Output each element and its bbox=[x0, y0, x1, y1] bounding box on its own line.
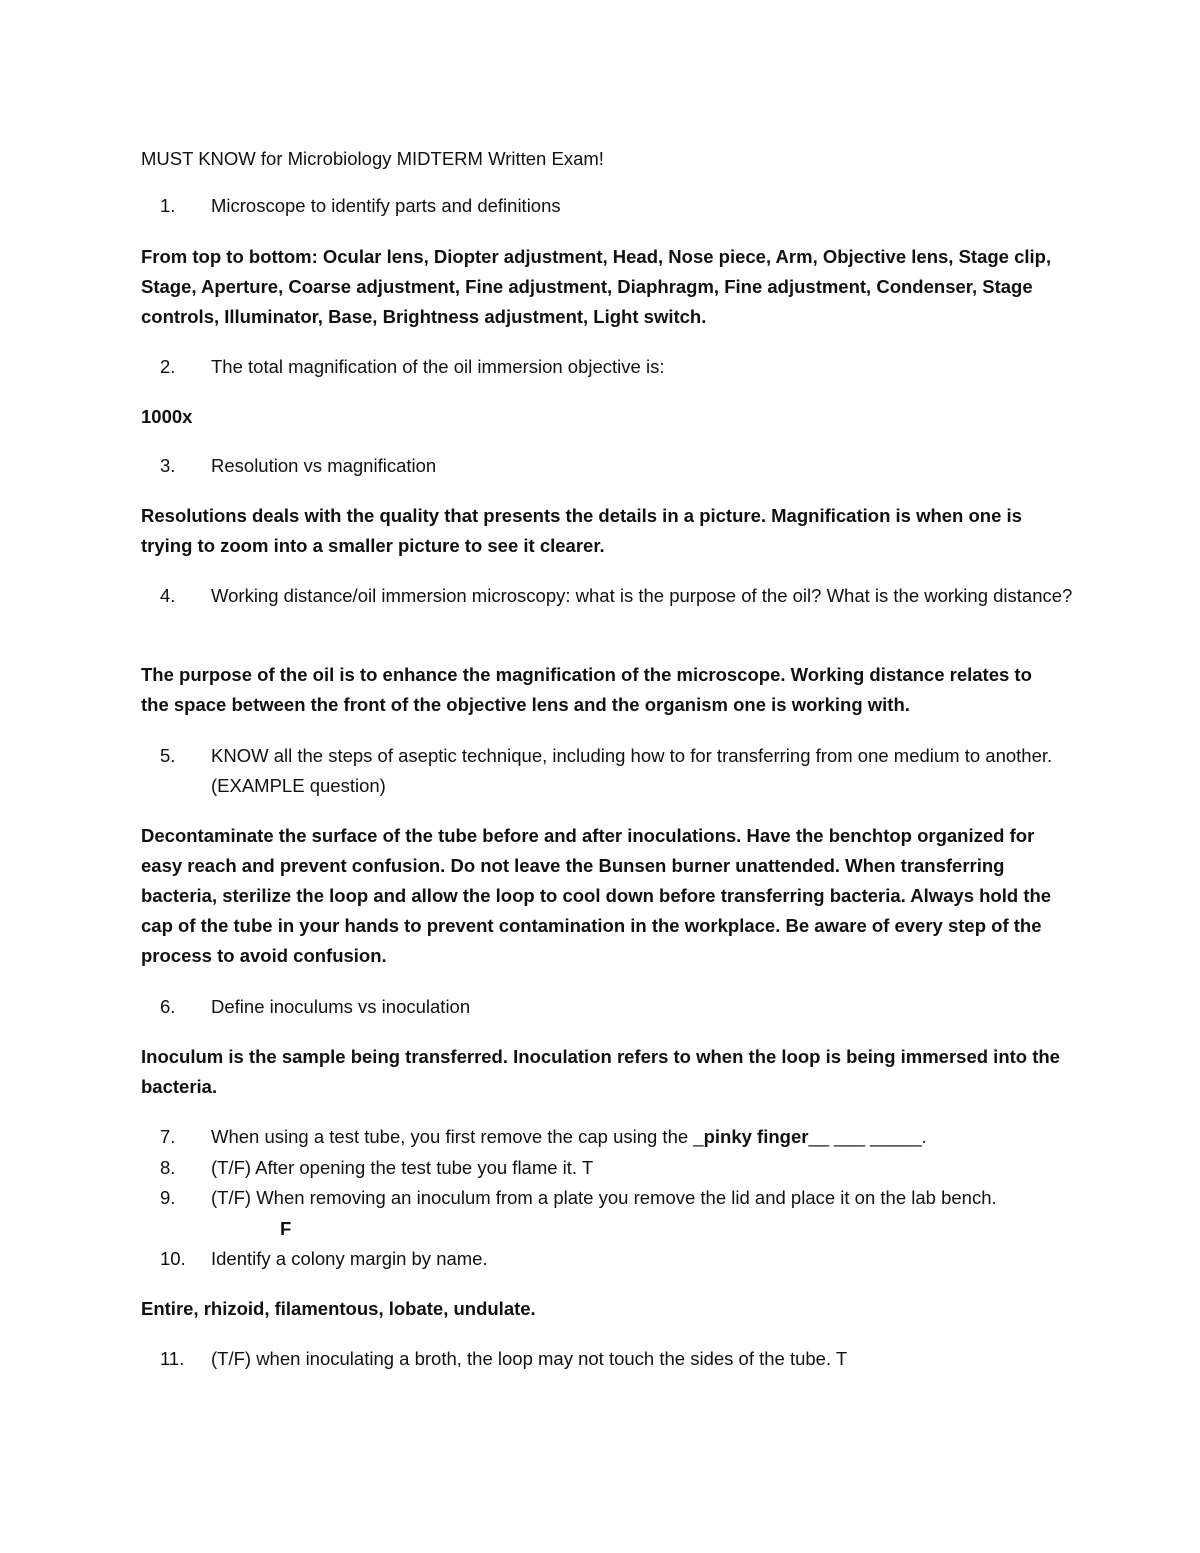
question-number: 3. bbox=[160, 455, 176, 476]
question-text: The total magnification of the oil immersion objective is: bbox=[211, 356, 665, 377]
question-10 bbox=[160, 1244, 1080, 1274]
question-text-after: __ ___ _____. bbox=[808, 1126, 927, 1147]
answer-7-inline: pinky finger bbox=[703, 1126, 809, 1147]
question-text: Resolution vs magnification bbox=[211, 455, 437, 476]
question-text: Define inoculums vs inoculation bbox=[211, 996, 471, 1017]
question-9 bbox=[160, 1183, 1080, 1213]
question-number: 4. bbox=[160, 585, 176, 606]
question-text: (T/F) When removing an inoculum from a plate you remove the lid and place it on the lab bench. bbox=[211, 1187, 997, 1208]
question-6 bbox=[160, 992, 1080, 1022]
question-text: Microscope to identify parts and definitions bbox=[211, 195, 561, 216]
question-3 bbox=[160, 451, 1080, 481]
question-number: 5. bbox=[160, 745, 176, 766]
question-number: 7. bbox=[160, 1126, 176, 1147]
answer-2: 1000x bbox=[141, 406, 193, 427]
question-text: Identify a colony margin by name. bbox=[211, 1248, 488, 1269]
question-7 bbox=[160, 1122, 1080, 1152]
answer-10: Entire, rhizoid, filamentous, lobate, undulate. bbox=[141, 1298, 536, 1319]
question-text: Working distance/oil immersion microscopy: what is the purpose of the oil? What is the working distance? bbox=[211, 585, 1073, 606]
question-number: 10. bbox=[160, 1248, 186, 1269]
question-4 bbox=[160, 581, 1080, 611]
question-text: (T/F) when inoculating a broth, the loop may not touch the sides of the tube. T bbox=[211, 1348, 848, 1369]
question-8 bbox=[160, 1153, 1080, 1183]
question-number: 2. bbox=[160, 356, 176, 377]
answer-4: The purpose of the oil is to enhance the magnification of the microscope. Working distance relates to the space between the front of the objective lens and the organism one is working with. bbox=[141, 664, 1032, 715]
answer-1: From top to bottom: Ocular lens, Diopter adjustment, Head, Nose piece, Arm, Objective lens, Stage clip, Stage, Aperture, Coarse adjustment, Fine adjustment, Diaphragm, Fine adjustment, Condenser, Stage controls, Illuminator, Base, Brightness adjustment, Light switch. bbox=[141, 246, 1052, 327]
document-title: MUST KNOW for Microbiology MIDTERM Written Exam! bbox=[141, 148, 604, 169]
question-text: (T/F) After opening the test tube you flame it. T bbox=[211, 1157, 594, 1178]
question-text-before: When using a test tube, you first remove the cap using the _ bbox=[211, 1126, 704, 1147]
question-1 bbox=[160, 191, 1080, 221]
question-text: KNOW all the steps of aseptic technique, including how to for transferring from one medium to another. (EXAMPLE question) bbox=[211, 745, 1053, 796]
question-number: 9. bbox=[160, 1187, 176, 1208]
question-number: 11. bbox=[160, 1348, 185, 1369]
question-number: 6. bbox=[160, 996, 176, 1017]
answer-5: Decontaminate the surface of the tube before and after inoculations. Have the benchtop organized for easy reach and prevent confusion. Do not leave the Bunsen burner unattended. When transferring bacteria, sterilize the loop and allow the loop to cool down before transferring bacteria. Always hold the cap of the tube in your hands to prevent contamination in the workplace. Be aware of every step of the process to avoid confusion. bbox=[141, 825, 1052, 966]
question-11 bbox=[160, 1344, 1080, 1374]
question-2 bbox=[160, 352, 1080, 382]
answer-6: Inoculum is the sample being transferred. Inoculation refers to when the loop is being immersed into the bacteria. bbox=[141, 1046, 1060, 1097]
question-5 bbox=[160, 741, 1080, 801]
question-number: 8. bbox=[160, 1157, 176, 1178]
question-number: 1. bbox=[160, 195, 176, 216]
answer-3: Resolutions deals with the quality that presents the details in a picture. Magnification is when one is trying to zoom into a smaller picture to see it clearer. bbox=[141, 505, 1022, 556]
answer-9: F bbox=[280, 1218, 292, 1239]
question-text bbox=[211, 1122, 1080, 1152]
